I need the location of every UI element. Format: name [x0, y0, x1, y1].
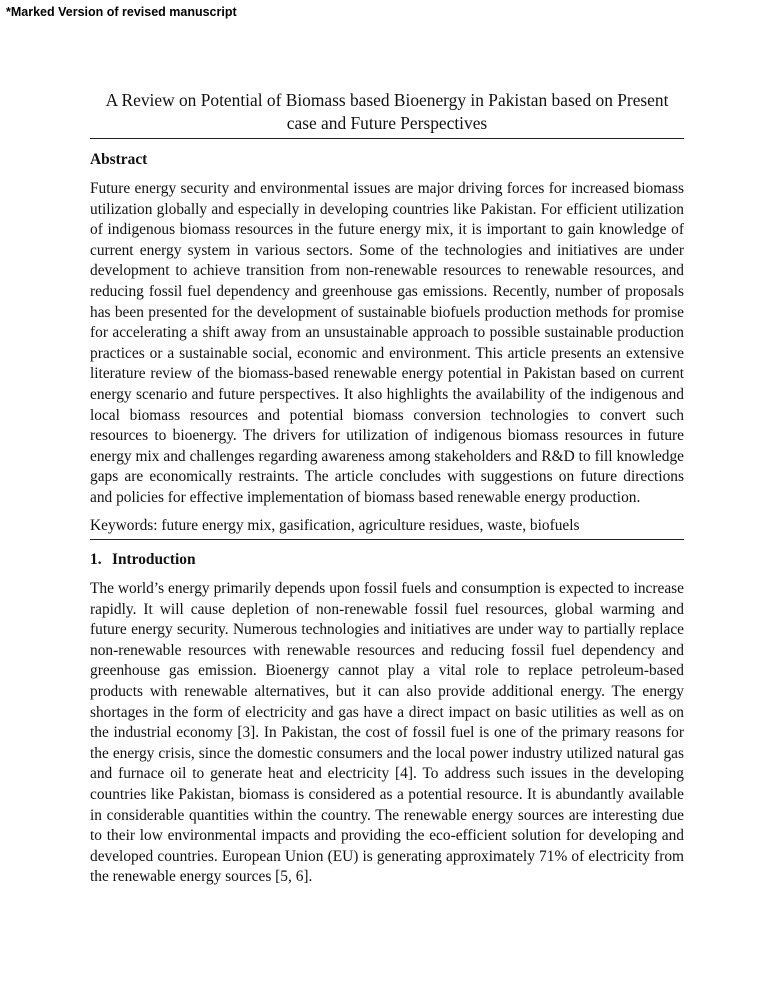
- introduction-heading: [90, 550, 684, 570]
- introduction-body: The world’s energy primarily depends upon fossil fuels and consumption is expected to increase rapidly. It will cause depletion of non-renewable fossil fuel resources, global warming and future energy security. Numerous technologies and initiatives are under way to partially replace non-renewable resources with renewable resources and reducing fossil fuel dependency and greenhouse gas emission. Bioenergy cannot play a vital role to replace petroleum-based products with renewable alternatives, but it can also provide additional energy. The energy shortages in the form of electricity and gas have a direct impact on basic utilities as well as on the industrial economy [3]. In Pakistan, the cost of fossil fuel is one of the primary reasons for the energy crisis, since the domestic consumers and the local power industry utilized natural gas and furnace oil to generate heat and electricity [4]. To address such issues in the developing countries like Pakistan, biomass is considered as a potential resource. It is abundantly available in considerable quantities within the country. The renewable energy sources are interesting due to their low environmental impacts and providing the eco-efficient solution for developing and developed countries. European Union (EU) is generating approximately 71% of electricity from the renewable energy sources [5, 6].: [90, 580, 684, 886]
- title-divider: [90, 138, 684, 139]
- abstract-body: Future energy security and environmental issues are major driving forces for increased biomass utilization globally and especially in developing countries like Pakistan. For efficient utilization of indigenous biomass resources in the future energy mix, it is important to gain knowledge of current energy system in various sectors. Some of the technologies and initiatives are under development to achieve transition from non-renewable resources to renewable resources, and reducing fossil fuel dependency and greenhouse gas emissions. Recently, number of proposals has been presented for the development of sustainable biofuels production methods for promise for accelerating a shift away from an unsustainable approach to possible sustainable production practices or a sustainable social, economic and environment. This article presents an extensive literature review of the biomass-based renewable energy potential in Pakistan based on current energy scenario and future perspectives. It also highlights the availability of the indigenous and local biomass resources and potential biomass conversion technologies to convert such resources to bioenergy. The drivers for utilization of indigenous biomass resources in future energy mix and challenges regarding awareness among stakeholders and R&D to fill knowledge gaps are economically restraints. The article concludes with suggestions on future directions and policies for effective implementation of biomass based renewable energy production.: [90, 180, 684, 506]
- manuscript-page: [90, 89, 684, 888]
- keywords-line: Keywords: future energy mix, gasification, agriculture residues, waste, biofuels: [90, 516, 580, 534]
- watermark-label: *Marked Version of revised manuscript: [6, 5, 237, 19]
- paper-title: A Review on Potential of Biomass based Bioenergy in Pakistan based on Present case and Future Perspectives: [105, 90, 669, 133]
- keywords-divider: [90, 539, 684, 540]
- section-number: 1.: [90, 551, 102, 569]
- section-title: Introduction: [112, 551, 196, 569]
- abstract-heading: Abstract: [90, 151, 148, 168]
